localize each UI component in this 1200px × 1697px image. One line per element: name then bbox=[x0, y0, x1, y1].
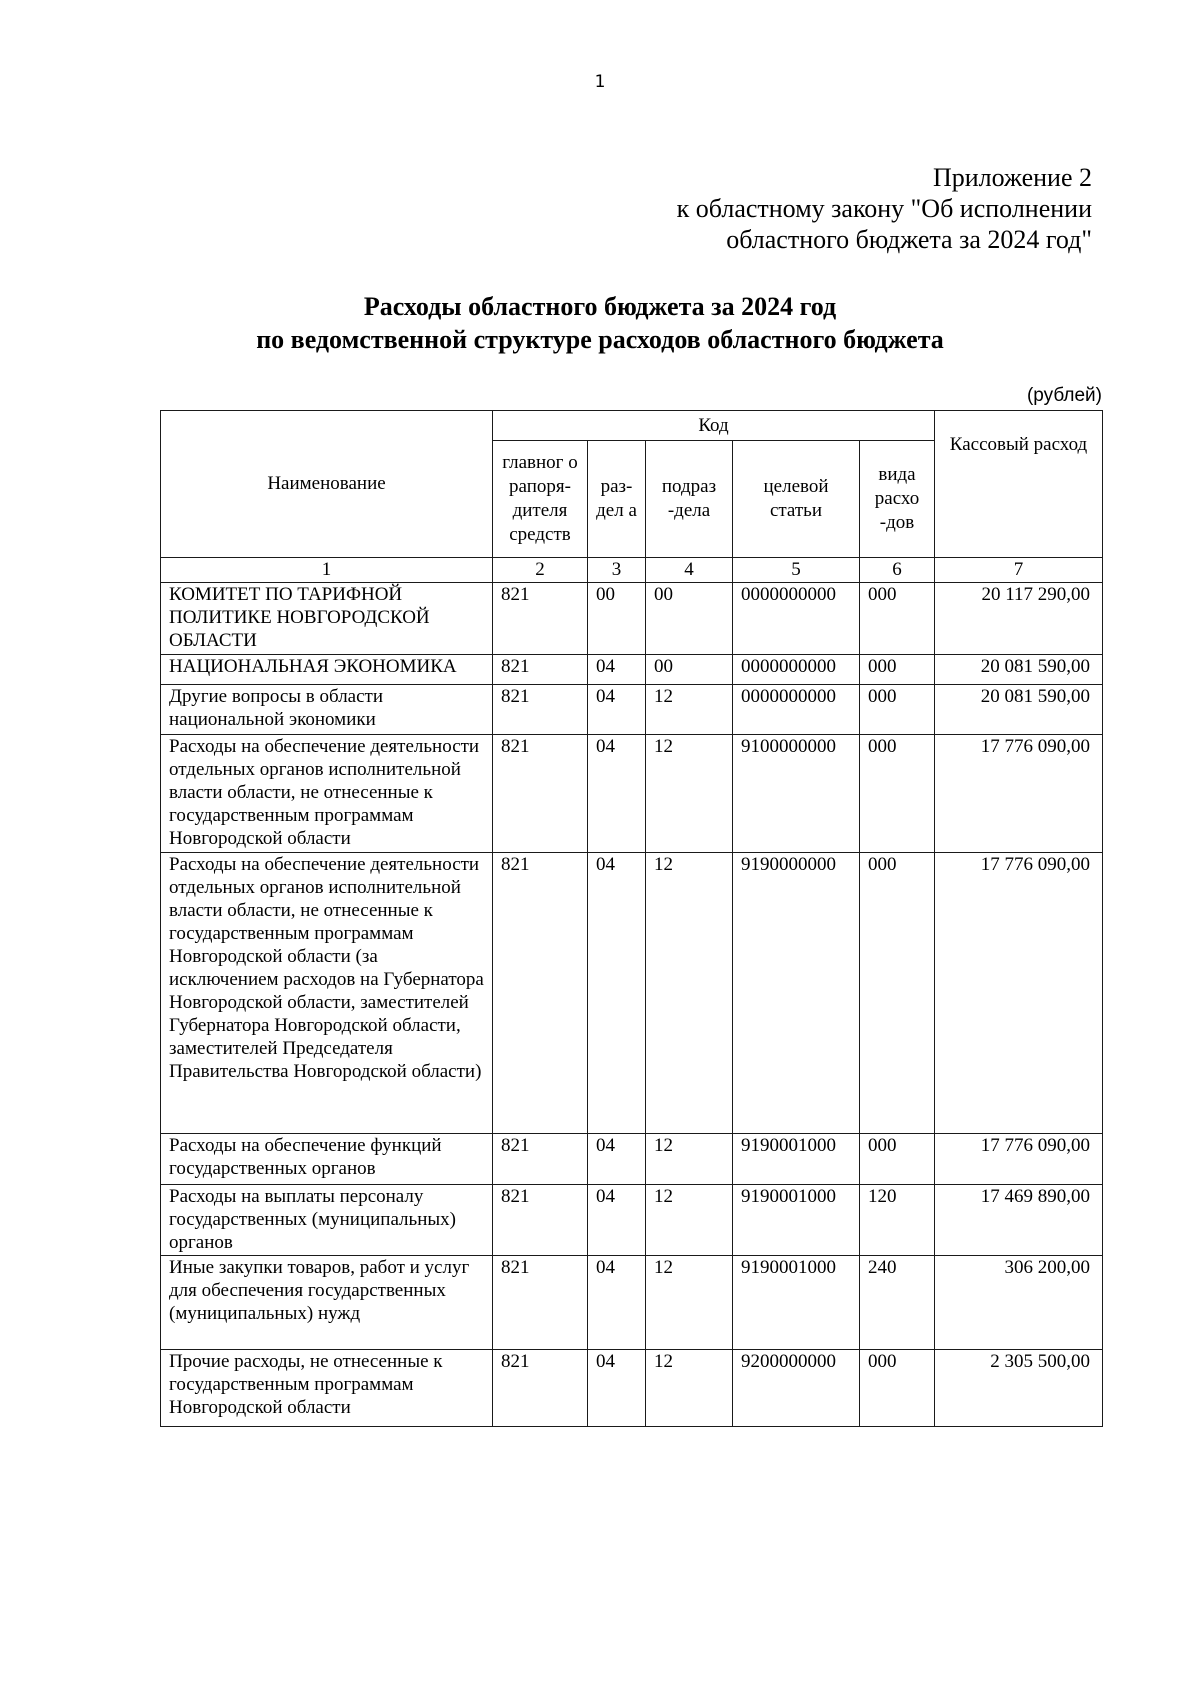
table-row bbox=[161, 735, 1103, 853]
row-amount: 20 081 590,00 bbox=[935, 655, 1103, 685]
row-manager: 821 bbox=[493, 853, 588, 1134]
row-name: Другие вопросы в области национальной экономики bbox=[161, 685, 493, 735]
row-manager: 821 bbox=[493, 655, 588, 685]
column-number: 6 bbox=[860, 558, 935, 583]
table-row bbox=[161, 1185, 1103, 1256]
row-expense-type: 000 bbox=[860, 583, 935, 655]
row-subsection: 00 bbox=[646, 655, 733, 685]
table-row bbox=[161, 1256, 1103, 1350]
row-subsection: 12 bbox=[646, 1134, 733, 1185]
appendix-line-1: Приложение 2 bbox=[932, 163, 1092, 192]
row-name: Расходы на выплаты персоналу государственных (муниципальных) органов bbox=[161, 1185, 493, 1256]
row-subsection: 00 bbox=[646, 583, 733, 655]
header-target: целевой статьи bbox=[733, 441, 860, 558]
document-title bbox=[0, 290, 1200, 356]
header-subsection: подраз -дела bbox=[646, 441, 733, 558]
page-number: 1 bbox=[594, 72, 606, 92]
header-manager: главног о рапоря-дителя средств bbox=[493, 441, 588, 558]
header-section: раз-дел а bbox=[588, 441, 646, 558]
appendix-reference bbox=[677, 162, 1092, 255]
row-amount: 20 117 290,00 bbox=[935, 583, 1103, 655]
row-name: Расходы на обеспечение деятельности отдельных органов исполнительной власти области, не отнесенные к государственным программам Новгородской области bbox=[161, 735, 493, 853]
expenditure-table bbox=[160, 410, 1103, 1427]
row-subsection: 12 bbox=[646, 1256, 733, 1350]
row-name: КОМИТЕТ ПО ТАРИФНОЙ ПОЛИТИКЕ НОВГОРОДСКОЙ ОБЛАСТИ bbox=[161, 583, 493, 655]
row-subsection: 12 bbox=[646, 1185, 733, 1256]
row-amount: 17 469 890,00 bbox=[935, 1185, 1103, 1256]
column-number: 1 bbox=[161, 558, 493, 583]
row-manager: 821 bbox=[493, 1350, 588, 1427]
row-target: 0000000000 bbox=[733, 685, 860, 735]
units-label: (рублей) bbox=[1026, 385, 1102, 406]
table-row bbox=[161, 1350, 1103, 1427]
row-expense-type: 000 bbox=[860, 655, 935, 685]
row-manager: 821 bbox=[493, 1256, 588, 1350]
row-target: 9190001000 bbox=[733, 1256, 860, 1350]
row-expense-type: 120 bbox=[860, 1185, 935, 1256]
row-manager: 821 bbox=[493, 583, 588, 655]
header-amount: Кассовый расход bbox=[935, 411, 1103, 558]
title-line-1: Расходы областного бюджета за 2024 год bbox=[363, 292, 837, 321]
row-section: 04 bbox=[588, 1350, 646, 1427]
appendix-line-3: областного бюджета за 2024 год" bbox=[726, 225, 1092, 254]
row-target: 9100000000 bbox=[733, 735, 860, 853]
row-name: НАЦИОНАЛЬНАЯ ЭКОНОМИКА bbox=[161, 655, 493, 685]
row-expense-type: 000 bbox=[860, 1134, 935, 1185]
column-number: 5 bbox=[733, 558, 860, 583]
row-name: Прочие расходы, не отнесенные к государственным программам Новгородской области bbox=[161, 1350, 493, 1427]
row-expense-type: 240 bbox=[860, 1256, 935, 1350]
row-section: 04 bbox=[588, 1256, 646, 1350]
row-manager: 821 bbox=[493, 1185, 588, 1256]
row-amount: 2 305 500,00 bbox=[935, 1350, 1103, 1427]
row-expense-type: 000 bbox=[860, 1350, 935, 1427]
row-section: 04 bbox=[588, 1185, 646, 1256]
row-target: 9200000000 bbox=[733, 1350, 860, 1427]
row-section: 04 bbox=[588, 853, 646, 1134]
row-target: 0000000000 bbox=[733, 583, 860, 655]
row-manager: 821 bbox=[493, 685, 588, 735]
row-name: Иные закупки товаров, работ и услуг для обеспечения государственных (муниципальных) нужд bbox=[161, 1256, 493, 1350]
row-subsection: 12 bbox=[646, 685, 733, 735]
row-target: 9190000000 bbox=[733, 853, 860, 1134]
row-subsection: 12 bbox=[646, 735, 733, 853]
row-manager: 821 bbox=[493, 1134, 588, 1185]
table-row bbox=[161, 853, 1103, 1134]
row-amount: 20 081 590,00 bbox=[935, 685, 1103, 735]
row-target: 0000000000 bbox=[733, 655, 860, 685]
column-number: 3 bbox=[588, 558, 646, 583]
row-target: 9190001000 bbox=[733, 1185, 860, 1256]
row-section: 04 bbox=[588, 685, 646, 735]
column-number-row bbox=[161, 558, 1103, 583]
row-amount: 306 200,00 bbox=[935, 1256, 1103, 1350]
table-row bbox=[161, 1134, 1103, 1185]
table-row bbox=[161, 655, 1103, 685]
row-subsection: 12 bbox=[646, 853, 733, 1134]
row-manager: 821 bbox=[493, 735, 588, 853]
column-number: 2 bbox=[493, 558, 588, 583]
header-name: Наименование bbox=[161, 411, 493, 558]
title-line-2: по ведомственной структуре расходов областного бюджета bbox=[256, 325, 944, 354]
table-row bbox=[161, 685, 1103, 735]
row-expense-type: 000 bbox=[860, 853, 935, 1134]
row-section: 00 bbox=[588, 583, 646, 655]
row-name: Расходы на обеспечение функций государственных органов bbox=[161, 1134, 493, 1185]
column-number: 4 bbox=[646, 558, 733, 583]
row-section: 04 bbox=[588, 655, 646, 685]
row-expense-type: 000 bbox=[860, 735, 935, 853]
row-amount: 17 776 090,00 bbox=[935, 853, 1103, 1134]
row-target: 9190001000 bbox=[733, 1134, 860, 1185]
row-amount: 17 776 090,00 bbox=[935, 1134, 1103, 1185]
column-number: 7 bbox=[935, 558, 1103, 583]
table-row bbox=[161, 583, 1103, 655]
row-section: 04 bbox=[588, 1134, 646, 1185]
row-section: 04 bbox=[588, 735, 646, 853]
header-expense-type: вида расхо -дов bbox=[860, 441, 935, 558]
row-name: Расходы на обеспечение деятельности отдельных органов исполнительной власти области, не отнесенные к государственным программам Новгородской области (за исключением расходов на Губернатора Новгородской области, заместителей Губернатора Новгородской области, заместителей Председателя Правительства Новгородской области) bbox=[161, 853, 493, 1134]
row-expense-type: 000 bbox=[860, 685, 935, 735]
row-subsection: 12 bbox=[646, 1350, 733, 1427]
appendix-line-2: к областному закону "Об исполнении bbox=[676, 194, 1092, 223]
row-amount: 17 776 090,00 bbox=[935, 735, 1103, 853]
header-code-group: Код bbox=[493, 411, 935, 441]
